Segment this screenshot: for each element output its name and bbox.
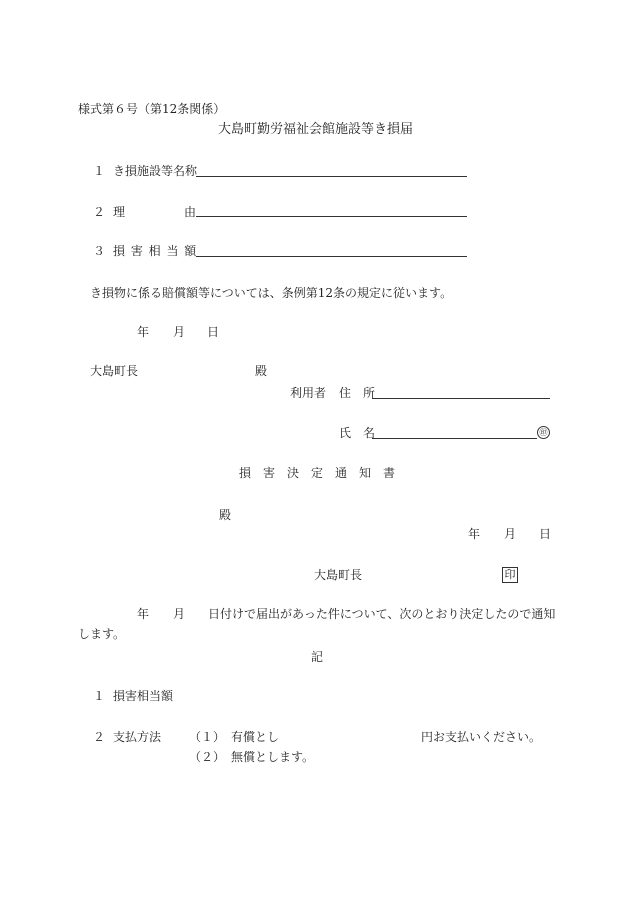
notice-item-1-label: 損害相当額 xyxy=(113,689,174,703)
compensation-note: き損物に係る賠償額等については、条例第12条の規定に従います。 xyxy=(90,286,453,300)
item-3-field[interactable] xyxy=(196,256,467,257)
addressee-mayor: 大島町長 xyxy=(90,364,139,378)
payment-option-1-text: 有償とし xyxy=(231,730,280,744)
payment-option-2-text: 無償とします。 xyxy=(231,750,315,764)
item-2-label-b: 由 xyxy=(184,205,197,219)
notice-issuer: 大島町長 xyxy=(314,568,363,582)
notice-ki: 記 xyxy=(311,650,324,664)
form-number: 様式第６号（第12条関係） xyxy=(78,102,226,116)
date-month: 月 xyxy=(173,325,186,339)
address-label: 住 所 xyxy=(339,386,376,400)
date-year: 年 xyxy=(137,325,150,339)
applicant-role: 利用者 xyxy=(290,386,327,400)
notice-body-text-2: します。 xyxy=(78,627,126,641)
notice-title: 損 害 決 定 通 知 書 xyxy=(239,466,396,480)
payment-option-1-suffix: 円お支払いください。 xyxy=(421,730,542,744)
item-3-num: ３ xyxy=(93,244,106,258)
notice-item-2-label: 支払方法 xyxy=(113,730,162,744)
notice-body-month: 月 xyxy=(173,607,186,621)
date-day: 日 xyxy=(207,325,220,339)
notice-date-day: 日 xyxy=(539,527,552,541)
item-1-num: １ xyxy=(93,164,106,178)
name-field[interactable] xyxy=(372,438,537,439)
addressee-honorific: 殿 xyxy=(255,364,268,378)
address-field[interactable] xyxy=(372,398,550,399)
seal-mark-icon: ㊞ xyxy=(537,426,550,439)
item-3-label: 損 害 相 当 額 xyxy=(113,244,197,258)
notice-item-1-num: １ xyxy=(93,689,106,703)
item-2-field[interactable] xyxy=(196,216,467,217)
issuer-seal-icon: 印 xyxy=(502,567,518,583)
notice-date-year: 年 xyxy=(468,527,481,541)
form-title: 大島町勤労福祉会館施設等き損届 xyxy=(218,122,414,137)
notice-item-2-num: ２ xyxy=(93,730,106,744)
notice-body-text-1: 日付けで届出があった件について、次のとおり決定したので通知 xyxy=(208,607,556,621)
notice-date-month: 月 xyxy=(504,527,517,541)
item-2-label-a: 理 xyxy=(113,205,126,219)
payment-option-2-num: （２） xyxy=(189,750,226,764)
item-1-label: き損施設等名称 xyxy=(113,164,198,178)
name-label: 氏 名 xyxy=(339,426,376,440)
payment-option-1-num: （１） xyxy=(189,730,226,744)
item-1-field[interactable] xyxy=(196,176,467,177)
item-2-num: ２ xyxy=(93,205,106,219)
notice-honorific: 殿 xyxy=(219,508,232,522)
notice-body-year: 年 xyxy=(137,607,150,621)
